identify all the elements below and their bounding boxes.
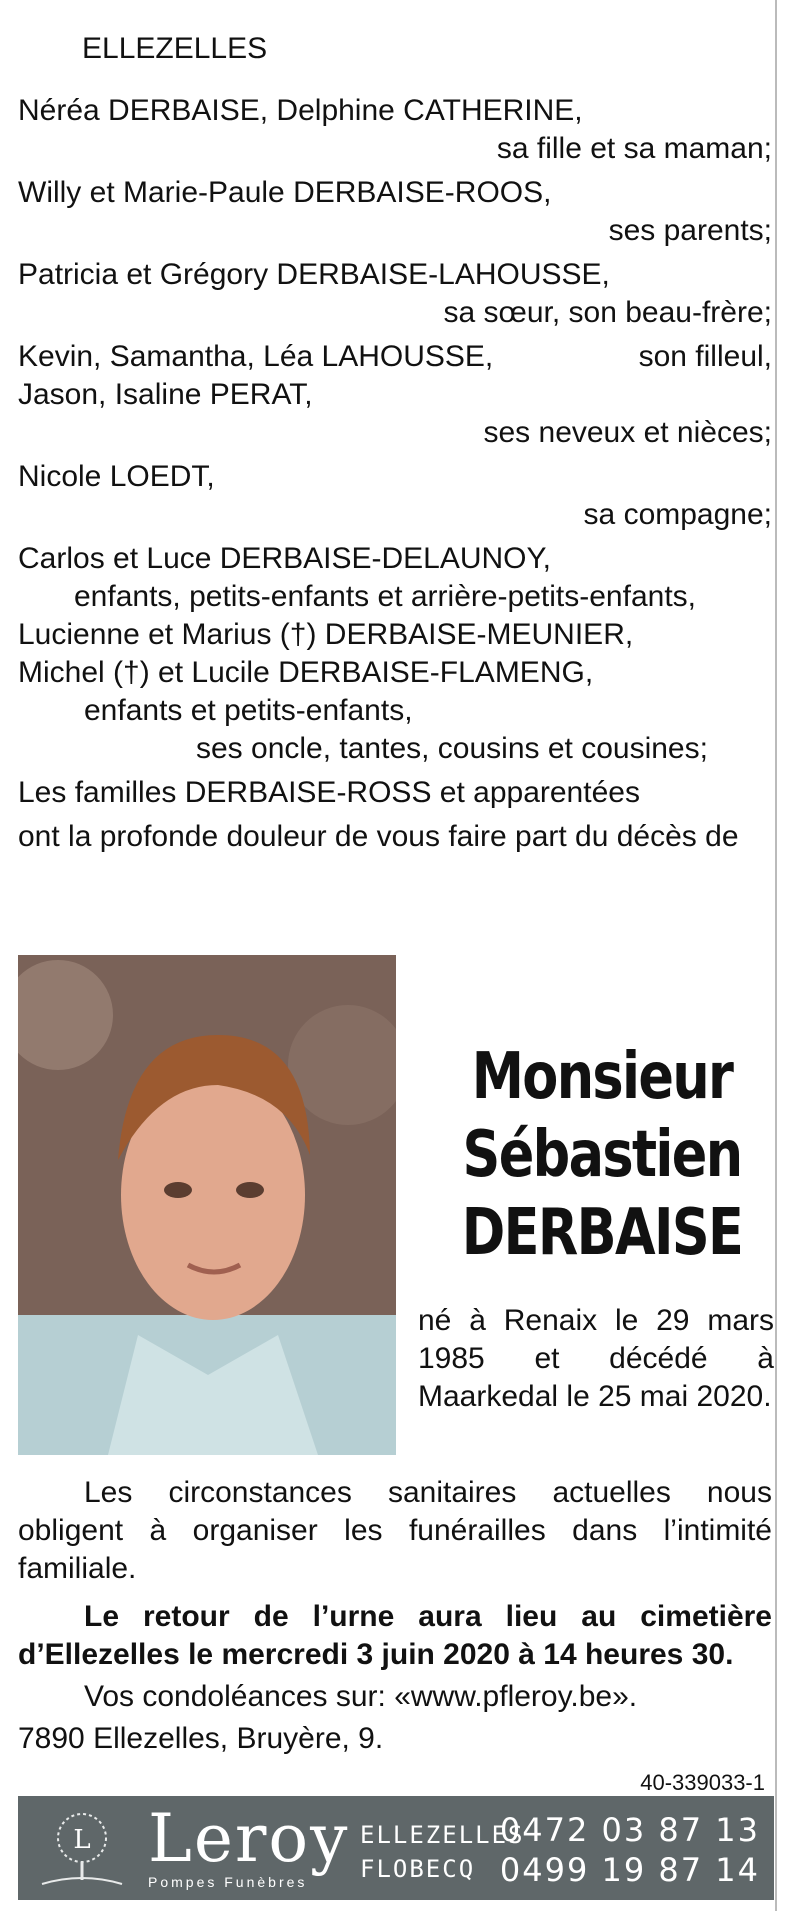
notice-paragraph: Les circonstances sanitaires actuelles nous obligent à organiser les funérailles dans l’intimité familiale. xyxy=(18,1476,772,1585)
family-relation: ses oncle, tantes, cousins et cousines; xyxy=(196,732,708,765)
family-names: Willy et Marie-Paule DERBAISE-ROOS, xyxy=(18,176,552,209)
family-sub: enfants et petits-enfants, xyxy=(84,694,413,727)
family-names: Michel (†) et Lucile DERBAISE-FLAMENG, xyxy=(18,656,594,689)
brand-tagline: Pompes Funèbres xyxy=(148,1874,308,1890)
town-heading: ELLEZELLES xyxy=(82,32,268,65)
notice-section xyxy=(18,1474,772,1758)
family-aside: son filleul, xyxy=(638,340,772,373)
tree-logo-icon xyxy=(38,1810,126,1890)
family-names: Jason, Isaline PERAT, xyxy=(18,378,313,411)
deceased-lastname: DERBAISE xyxy=(461,1196,743,1270)
condolences-line: Vos condoléances sur: «www.pfleroy.be». xyxy=(84,1680,638,1713)
family-relation: sa fille et sa maman; xyxy=(496,132,772,165)
family-names: Néréa DERBAISE, Delphine CATHERINE, xyxy=(18,94,583,127)
brand-name: Leroy xyxy=(148,1800,350,1877)
location-2: FLOBECQ xyxy=(360,1855,476,1883)
funeral-home-banner xyxy=(18,1796,774,1900)
announcement-text: ont la profonde douleur de vous faire part du décès de xyxy=(18,820,739,853)
portrait-photo xyxy=(18,955,396,1455)
phone-numbers xyxy=(500,1810,760,1890)
family-group-parents xyxy=(18,174,772,250)
family-names: Carlos et Luce DERBAISE-DELAUNOY, xyxy=(18,542,551,575)
family-group-companion xyxy=(18,458,772,534)
family-section xyxy=(18,30,772,856)
family-group-families: Les familles DERBAISE-ROSS et apparentées xyxy=(18,776,640,809)
family-group-sister xyxy=(18,256,772,332)
location-1: ELLEZELLES xyxy=(360,1821,525,1849)
family-names: Patricia et Grégory DERBAISE-LAHOUSSE, xyxy=(18,258,610,291)
deceased-name xyxy=(461,1038,743,1272)
family-names: Lucienne et Marius (†) DERBAISE-MEUNIER, xyxy=(18,618,634,651)
family-names: Kevin, Samantha, Léa LAHOUSSE, xyxy=(18,340,494,373)
svg-text:L: L xyxy=(73,1825,91,1855)
family-row xyxy=(18,338,772,376)
family-group-extended xyxy=(18,540,772,768)
family-relation: sa sœur, son beau-frère; xyxy=(443,296,772,329)
reference-number: 40-339033-1 xyxy=(640,1770,765,1795)
family-relation: ses parents; xyxy=(608,214,772,247)
birth-death-dates: né à Renaix le 29 mars 1985 et décédé à Maarkedal le 25 mai 2020. xyxy=(418,1304,774,1413)
deceased-firstname: Sébastien xyxy=(462,1118,742,1192)
family-group-daughter xyxy=(18,92,772,168)
family-group-nephews xyxy=(18,338,772,452)
family-names: Nicole LOEDT, xyxy=(18,460,215,493)
ceremony-info: Le retour de l’urne aura lieu au cimetière d’Ellezelles le mercredi 3 juin 2020 à 14 heures 30. xyxy=(18,1600,772,1671)
deceased-title: Monsieur xyxy=(471,1040,733,1114)
family-relation: ses neveux et nièces; xyxy=(483,416,772,449)
family-relation: sa compagne; xyxy=(583,498,772,531)
address-line: 7890 Ellezelles, Bruyère, 9. xyxy=(18,1722,384,1755)
phone-1: 0472 03 87 13 xyxy=(499,1811,760,1849)
phone-2: 0499 19 87 14 xyxy=(499,1851,760,1889)
family-sub: enfants, petits-enfants et arrière-petits-enfants, xyxy=(74,580,696,613)
